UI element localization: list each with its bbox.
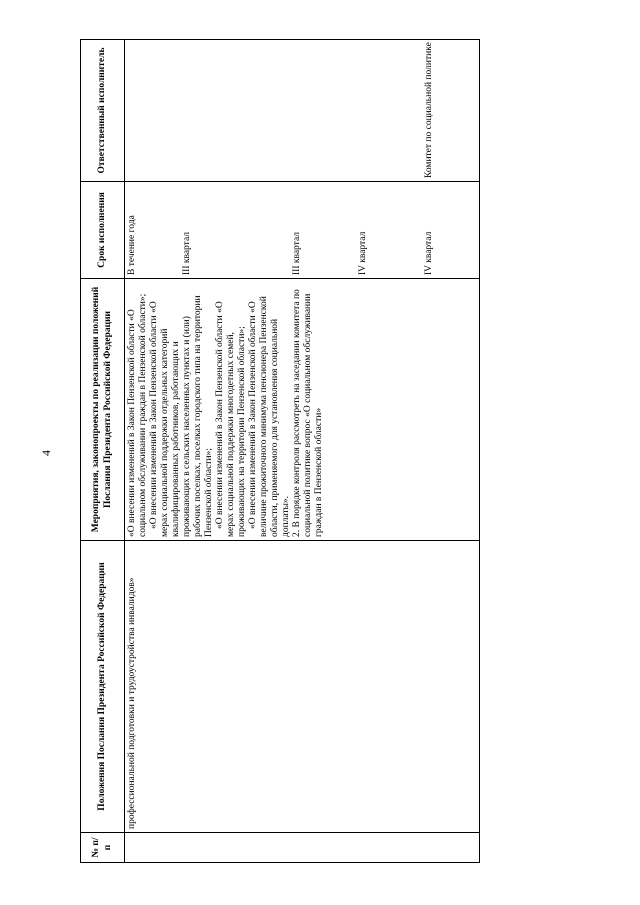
term-item-4: IV квартал — [358, 231, 368, 275]
table-row — [125, 40, 480, 863]
term-item-2: III квартал — [182, 232, 192, 275]
row-provision: профессиональной подготовки и трудоустройства инвалидов» — [125, 541, 480, 833]
event-item-3: «О внесении изменений в Закон Пензенской области «О мерах социальной поддержки многодетных семей, проживающих на территории Пензенской области»; — [215, 301, 247, 537]
row-events — [125, 279, 480, 541]
header-provisions: Положения Послания Президента Российской Федерации — [81, 541, 125, 833]
event-item-1: «О внесении изменений в Закон Пензенской области «О социальном обслуживании граждан в Пензенской области»; — [127, 293, 148, 537]
table-header-row — [81, 40, 125, 863]
row-number — [125, 833, 480, 863]
measures-table-rotated — [80, 40, 480, 863]
header-responsible: Ответственный исполнитель — [81, 40, 125, 182]
term-item-5: IV квартал — [424, 231, 434, 275]
measures-table — [80, 39, 480, 863]
event-item-4: «О внесении изменений в Закон Пензенской области «О величине прожиточного минимума пенсионера Пензенской области, применяемого для установления социальной доплаты». — [248, 296, 291, 537]
measures-table-frame — [80, 40, 480, 863]
row-responsible — [125, 40, 480, 182]
event-item-5: 2. В порядке контроля рассмотреть на заседании комитета по социальной политике вопрос «О социальном обслуживании граждан в Пензенской области» — [292, 289, 324, 537]
header-number: № п/п — [81, 833, 125, 863]
page-number: 4 — [39, 450, 53, 456]
header-term: Срок исполнения — [81, 182, 125, 279]
event-item-2: «О внесении изменений в Закон Пензенской области «О мерах социальной поддержки отдельных категорий квалифицированных работников, работающих и проживающих в сельских населенных пунктах и (или) рабочих поселках, поселках городского типа на территории Пензенской области»; — [149, 295, 214, 537]
term-item-3: III квартал — [292, 232, 302, 275]
responsible-item: Комитет по социальной политике — [424, 42, 434, 178]
header-events: Мероприятия, законопроекты по реализации положений Послания Президента Российской Федерации — [81, 279, 125, 541]
term-item-1: В течение года — [127, 215, 137, 275]
row-terms — [125, 182, 480, 279]
